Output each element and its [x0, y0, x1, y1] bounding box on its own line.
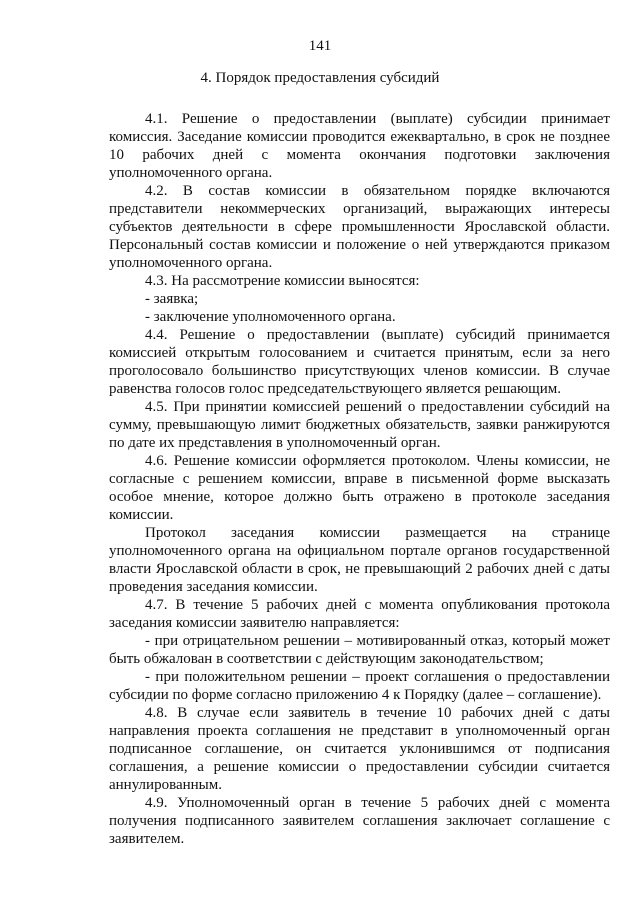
paragraph-4-1: 4.1. Решение о предоставлении (выплате) субсидии принимает комиссия. Заседание комиссии проводится ежеквартально, в срок не позднее 10 рабочих дней с момента окончания подготовки заключения уполномоченного органа.	[109, 111, 610, 181]
list-item-negative-decision: - при отрицательном решении – мотивированный отказ, который может быть обжалован в соответствии с действующим законодательством;	[109, 633, 610, 667]
paragraph-4-6: 4.6. Решение комиссии оформляется протоколом. Члены комиссии, не согласные с решением комиссии, вправе в письменной форме высказать особое мнение, которое должно быть отражено в протоколе заседания комиссии.	[109, 453, 610, 523]
page-number: 141	[308, 38, 332, 54]
paragraph-protocol: Протокол заседания комиссии размещается на странице уполномоченного органа на официальном портале органов государственной власти Ярославской области в срок, не превышающий 2 рабочих дней с даты проведения заседания комиссии.	[109, 525, 610, 595]
paragraph-4-7: 4.7. В течение 5 рабочих дней с момента опубликования протокола заседания комиссии заявителю направляется:	[109, 597, 610, 631]
paragraph-4-5: 4.5. При принятии комиссией решений о предоставлении субсидий на сумму, превышающую лимит бюджетных обязательств, заявки ранжируются по дате их представления в уполномоченный орган.	[109, 399, 610, 451]
list-item-positive-decision: - при положительном решении – проект соглашения о предоставлении субсидии по форме согласно приложению 4 к Порядку (далее – соглашение).	[109, 669, 610, 703]
paragraph-4-3: 4.3. На рассмотрение комиссии выносятся:	[145, 273, 420, 289]
paragraph-4-9: 4.9. Уполномоченный орган в течение 5 рабочих дней с момента получения подписанного заявителем соглашения заключает соглашение с заявителем.	[109, 795, 610, 847]
section-title: 4. Порядок предоставления субсидий	[200, 70, 440, 86]
paragraph-4-4: 4.4. Решение о предоставлении (выплате) субсидий принимается комиссией открытым голосованием и считается принятым, если за него проголосовало большинство присутствующих членов комиссии. В случае равенства голосов голос председательствующего является решающим.	[109, 327, 610, 397]
list-item-conclusion: - заключение уполномоченного органа.	[145, 309, 396, 325]
paragraph-4-8: 4.8. В случае если заявитель в течение 10 рабочих дней с даты направления проекта соглашения не представит в уполномоченный орган подписанное соглашение, он считается уклонившимся от подписания соглашения, а решение комиссии о предоставлении субсидии считается аннулированным.	[109, 705, 610, 793]
paragraph-4-2: 4.2. В состав комиссии в обязательном порядке включаются представители некоммерческих организаций, выражающих интересы субъектов деятельности в сфере промышленности Ярославской области. Персональный состав комиссии и положение о ней утверждаются приказом уполномоченного органа.	[109, 183, 610, 271]
list-item-application: - заявка;	[145, 291, 199, 307]
section-body	[109, 110, 610, 848]
